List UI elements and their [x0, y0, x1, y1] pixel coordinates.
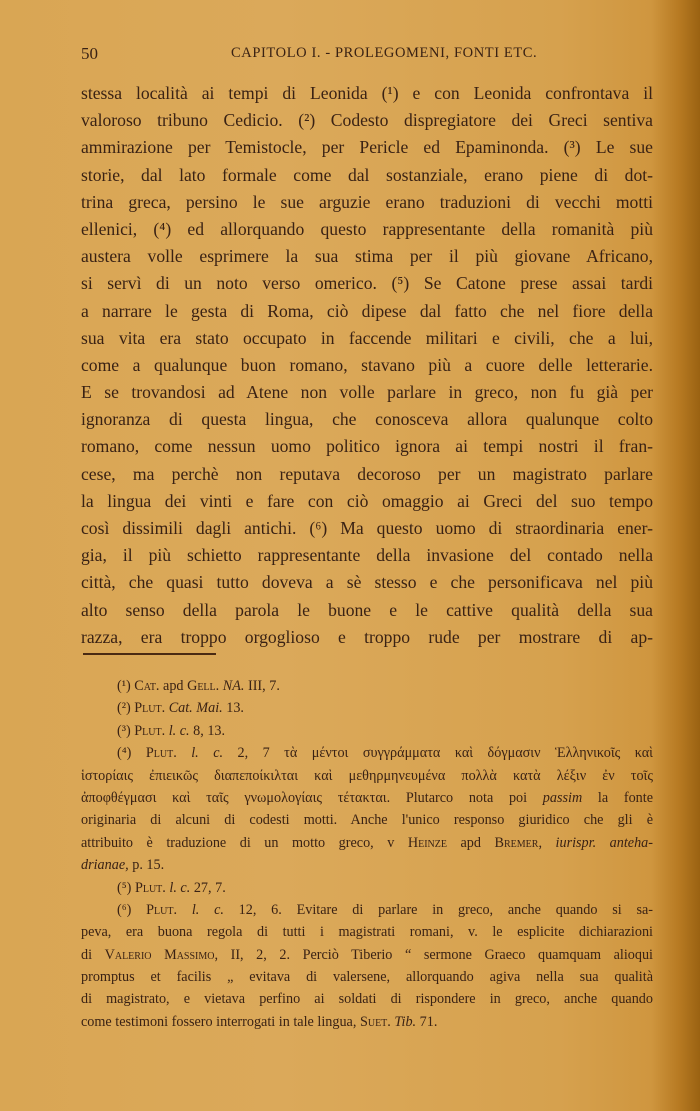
footnote-6 [81, 899, 653, 1033]
author: Heinze [407, 834, 447, 851]
footnote-separator [83, 653, 216, 655]
text [177, 745, 191, 761]
body-line: città, che quasi tutto doveva a sè stesso e che personificava nel più [81, 572, 653, 593]
author: Plut. [134, 879, 166, 896]
work-title: l. c. [191, 901, 224, 918]
author: Valerio Massimo [104, 946, 215, 963]
text: 12, 6. Evitare di parlare in greco, anche quando si sa- [223, 901, 653, 918]
body-line: trina greca, persino le sue arguzie erano traduzioni di vecchi motti [81, 191, 653, 212]
text: apd [159, 678, 188, 694]
text [177, 902, 192, 918]
footnotes [81, 675, 653, 1033]
footnote-mark: (³) [117, 722, 131, 739]
work-title: Tib. [394, 1013, 417, 1030]
body-line: razza, era troppo orgoglioso e troppo rude per mostrare di ap- [81, 626, 653, 647]
footnote-line [81, 742, 653, 764]
footnote-mark: (⁵) [117, 879, 132, 896]
text: 8, 13. [189, 722, 226, 739]
body-line: ellenici, (⁴) ed allorquando questo rappresentante della romanità più [81, 218, 653, 239]
body-line: sua vita era stato occupato in faccende militari e civili, che a lui, [81, 327, 653, 348]
body-line: così dissimili dagli antichi. (⁶) Ma questo uomo di straordinaria ener- [81, 518, 653, 538]
body-line: alto senso della parola le buone e le cattive qualità della sua [81, 599, 653, 620]
body-line: ammirazione per Temistocle, per Pericle ed Epaminonda. (³) Le sue [81, 137, 653, 158]
body-line: stessa località ai tempi di Leonida (¹) e con Leonida confrontava il [81, 83, 653, 103]
text: 2, 7 τὰ μέντοι συγγράμματα καὶ δόγμασιν Ἑλληνικοῖς καὶ [223, 745, 653, 762]
work-title: l. c. [168, 722, 190, 739]
page-header [81, 44, 653, 66]
work-title: NA. [222, 678, 245, 694]
text: come testimoni fossero interrogati in tale lingua, [81, 1013, 360, 1030]
footnote-line [81, 787, 653, 809]
footnote-line: promptus et facilis „ evitava di valersene, allorquando agiva nella sua qualità [81, 969, 653, 986]
footnote-line [81, 854, 653, 876]
body-line: cese, ma perchè non reputava decoroso per un magistrato parlare [81, 463, 653, 484]
text: di [81, 946, 105, 963]
text: 71. [416, 1013, 438, 1030]
footnote-mark: (⁴) [117, 745, 132, 762]
footnote-1 [81, 675, 653, 697]
footnote-3 [81, 720, 653, 742]
footnote-line [81, 899, 653, 921]
text: ἀποφθέγμασι καὶ ταῖς γνωμολογίαις τέτακται. Plutarco nota poi [81, 789, 543, 806]
footnote-mark: (⁶) [117, 901, 132, 918]
footnote-line: ἱστορίαις ἐπιεικῶς διαπεποίκιλται καὶ μεθηρμηνευμένα πολλὰ κατὰ λέξιν ἐν τοῖς [81, 767, 653, 784]
text: p. 15. [128, 857, 165, 874]
body-line: austera volle esprimere la sua stima per il più giovane Africano, [81, 246, 653, 267]
footnote-line: originaria di alcuni di codesti motti. Anche l'unico responso giuridico che gli è [81, 812, 653, 829]
body-line: a narrare le gesta di Roma, ciò dipese dal fatto che nel fiore della [81, 300, 653, 321]
author: Plut. [146, 901, 178, 918]
body-line: ignoranza di questa lingua, che conosceva allora qualunque colto [81, 409, 653, 430]
text: passim [542, 789, 583, 806]
text: 13. [222, 700, 244, 717]
work-title: Cat. Mai. [168, 700, 223, 717]
footnote-line: di magistrato, e vietava perfino ai soldati di rispondere in greco, anche quando [81, 991, 653, 1008]
author: Suet. [359, 1013, 391, 1030]
page-number: 50 [81, 44, 98, 63]
text: , II, 2, 2. Perciò Tiberio “ sermone Graeco quamquam alioqui [214, 946, 653, 963]
author: Bremer [494, 834, 539, 851]
author: Gell. [187, 678, 220, 694]
footnote-line: peva, era buona regola di tutti i magistrati romani, v. le esplicite dichiarazioni [81, 924, 653, 941]
body-line: romano, come nessun uomo politico ignora ai tempi nostri il fran- [81, 436, 653, 457]
author: Plut. [145, 745, 177, 762]
text: apd [446, 834, 495, 851]
work-title: iurispr. anteha- [555, 834, 654, 851]
footnote-5 [81, 877, 653, 899]
running-head: CAPITOLO I. - PROLEGOMENI, FONTI ETC. [231, 45, 538, 61]
text: la fonte [582, 789, 653, 806]
body-text [81, 80, 653, 651]
text: 27, 7. [190, 879, 226, 896]
body-line: valoroso tribuno Cedicio. (²) Codesto dispregiatore dei Greci sentiva [81, 110, 653, 131]
footnote-4 [81, 742, 653, 876]
footnote-2 [81, 697, 653, 719]
author: Plut. [134, 722, 166, 739]
work-title: l. c. [169, 879, 191, 896]
body-line: la lingua dei vinti e fare con ciò omaggio ai Greci del suo tempo [81, 490, 653, 511]
body-line: si servì di un noto verso omerico. (⁵) Se Catone prese assai tardi [81, 273, 653, 294]
footnote-mark: (¹) [117, 678, 131, 694]
author: Cat. [134, 678, 160, 694]
text: III, 7. [244, 678, 280, 694]
footnote-line [81, 944, 653, 966]
body-line: come a qualunque buon romano, stavano più a cuore delle letterarie. [81, 354, 653, 375]
work-title: l. c. [191, 745, 224, 762]
footnote-line [81, 832, 653, 854]
author: Plut. [134, 700, 166, 717]
work-title: drianae, [81, 857, 129, 874]
text: attribuito è traduzione di un motto greco, v [81, 834, 408, 851]
footnote-line [81, 1011, 653, 1033]
footnote-mark: (²) [117, 700, 131, 717]
body-line: gia, il più schietto rappresentante della invasione del contado nella [81, 545, 653, 566]
body-line: storie, dal lato formale come dal sostanziale, erano piene di dot- [81, 164, 653, 185]
text: , [538, 834, 556, 851]
body-line: E se trovandosi ad Atene non volle parlare in greco, non fu già per [81, 382, 653, 403]
